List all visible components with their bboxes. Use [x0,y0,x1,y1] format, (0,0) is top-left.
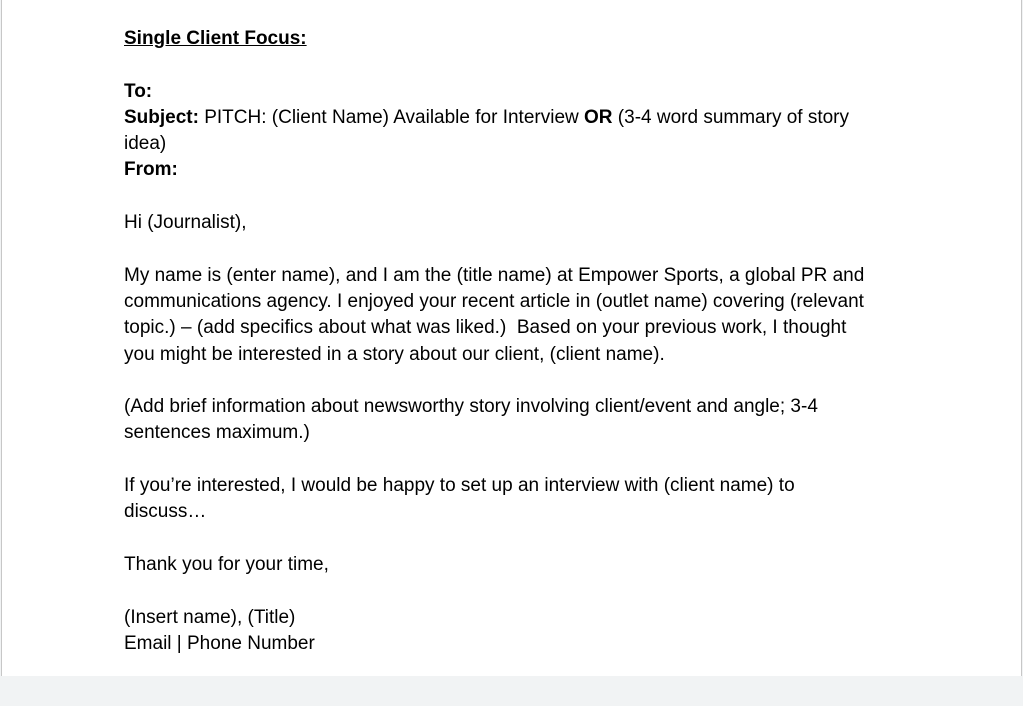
blank-line [124,368,924,394]
blank-line [124,447,924,473]
document-body[interactable] [124,26,924,657]
blank-line [124,578,924,604]
interview-paragraph-line: discuss… [124,501,207,523]
to-label: To: [124,80,153,102]
blank-line [124,184,924,210]
intro-paragraph-line: communications agency. I enjoyed your recent article in (outlet name) covering (relevant [124,290,864,312]
from-line [124,157,924,183]
to-line [124,79,924,105]
subject-line-continued: idea) [124,133,167,155]
story-paragraph-line: sentences maximum.) [124,422,310,444]
greeting: Hi (Journalist), [124,212,247,234]
intro-paragraph-line: My name is (enter name), and I am the (title name) at Empower Sports, a global PR and [124,264,865,286]
subject-line [124,105,924,131]
section-heading: Single Client Focus: [124,28,307,49]
subject-text-1: PITCH: (Client Name) Available for Interview [198,106,585,128]
subject-text-2: (3-4 word summary of story [612,106,850,128]
subject-label: Subject: [124,106,199,128]
blank-line [124,52,924,78]
intro-paragraph-line: you might be interested in a story about our client, (client name). [124,343,665,365]
signature-contact: Email | Phone Number [124,632,315,654]
document-page [1,0,1022,676]
intro-paragraph-line: topic.) – (add specifics about what was liked.) Based on your previous work, I thought [124,317,847,339]
story-paragraph-line: (Add brief information about newsworthy story involving client/event and angle; 3-4 [124,396,818,418]
blank-line [124,526,924,552]
blank-line [124,236,924,262]
from-label: From: [124,159,178,181]
closing: Thank you for your time, [124,553,329,575]
subject-or: OR [584,106,613,128]
signature-name: (Insert name), (Title) [124,606,296,628]
interview-paragraph-line: If you’re interested, I would be happy to set up an interview with (client name) to [124,475,795,497]
